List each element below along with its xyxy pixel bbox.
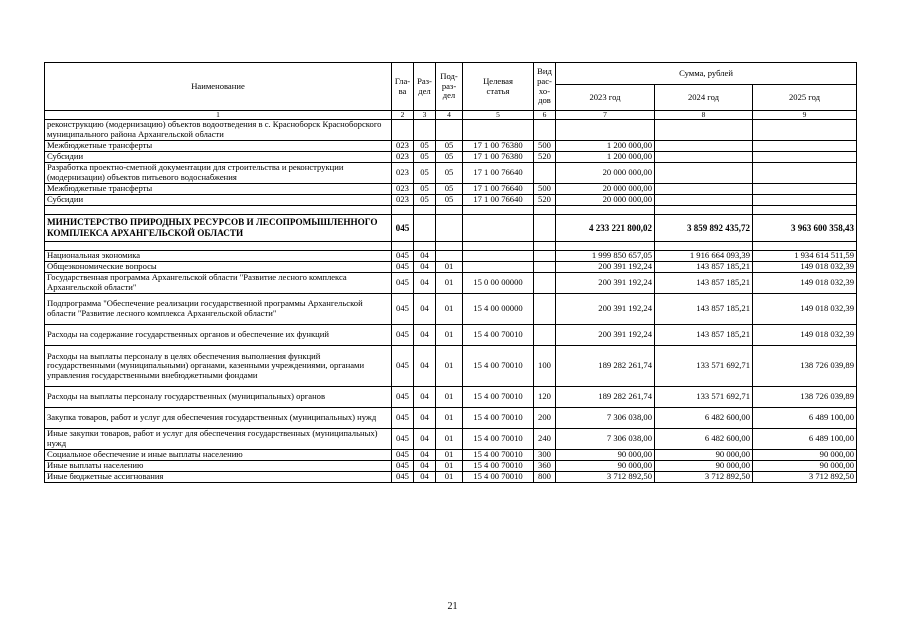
table-row [45,461,857,472]
row-sum-2023: 20 000 000,00 [556,195,655,206]
row-subsection: 01 [436,273,463,294]
row-name: реконструкцию (модернизацию) объектов водоотведения в с. Красноборск Красноборского муниципального района Архангельской области [45,120,392,141]
row-expense-type: 520 [534,152,556,163]
row-chapter: 045 [392,346,414,387]
row-target: 15 4 00 70010 [463,387,534,408]
row-chapter: 023 [392,141,414,152]
row-section: 04 [414,325,436,346]
row-expense-type [534,262,556,273]
col-header-2023: 2023 год [556,85,655,111]
row-section: 05 [414,141,436,152]
row-subsection: 05 [436,141,463,152]
row-target: 17 1 00 76380 [463,141,534,152]
row-chapter: 045 [392,251,414,262]
row-target [463,120,534,141]
col-header-sum: Сумма, рублей [556,63,857,85]
row-section: 04 [414,294,436,325]
col-header-section: Раз- дел [414,63,436,111]
row-sum-2025 [753,163,857,184]
row-sum-2023 [556,120,655,141]
table-row [45,325,857,346]
row-target: 17 1 00 76640 [463,184,534,195]
row-expense-type: 360 [534,461,556,472]
row-sum-2023: 7 306 038,00 [556,408,655,429]
row-expense-type: 500 [534,184,556,195]
table-row [45,387,857,408]
row-chapter: 045 [392,472,414,483]
row-sum-2023: 1 200 000,00 [556,152,655,163]
row-section: 04 [414,273,436,294]
row-expense-type [534,325,556,346]
table-row [45,251,857,262]
table-row [45,273,857,294]
row-sum-2025 [753,195,857,206]
ministry-sum-2024: 3 859 892 435,72 [655,215,753,242]
row-expense-type [534,294,556,325]
row-sum-2023: 200 391 192,24 [556,294,655,325]
row-chapter: 045 [392,325,414,346]
col-header-expense-type: Вид рас- хо- дов [534,63,556,111]
table-row [45,152,857,163]
column-number: 7 [556,111,655,120]
row-sum-2024: 143 857 185,21 [655,273,753,294]
row-sum-2023: 1 999 850 657,05 [556,251,655,262]
table-row [45,346,857,387]
row-subsection: 05 [436,163,463,184]
column-number: 4 [436,111,463,120]
row-name: Иные закупки товаров, работ и услуг для обеспечения государственных (муниципальных) нужд [45,429,392,450]
row-chapter: 045 [392,408,414,429]
row-target [463,262,534,273]
column-number: 3 [414,111,436,120]
row-expense-type [534,273,556,294]
row-name: Разработка проектно-сметной документации для строительства и реконструкции (модернизации) объектов питьевого водоснабжения [45,163,392,184]
row-sum-2023: 1 200 000,00 [556,141,655,152]
row-sum-2023: 189 282 261,74 [556,346,655,387]
row-chapter: 023 [392,184,414,195]
row-target: 15 4 00 70010 [463,325,534,346]
row-section: 04 [414,262,436,273]
row-sum-2025: 149 018 032,39 [753,273,857,294]
row-sum-2025 [753,184,857,195]
row-section: 04 [414,429,436,450]
row-target: 15 4 00 70010 [463,346,534,387]
ministry-sum-2023: 4 233 221 800,02 [556,215,655,242]
row-name: Межбюджетные трансферты [45,184,392,195]
row-chapter: 045 [392,262,414,273]
row-sum-2024: 6 482 600,00 [655,408,753,429]
row-subsection: 05 [436,152,463,163]
row-subsection [436,120,463,141]
row-subsection: 01 [436,429,463,450]
row-chapter: 045 [392,461,414,472]
row-sum-2025: 149 018 032,39 [753,325,857,346]
row-name: Субсидии [45,195,392,206]
table-row [45,450,857,461]
row-chapter: 045 [392,273,414,294]
row-sum-2025: 6 489 100,00 [753,408,857,429]
column-number: 9 [753,111,857,120]
row-expense-type: 200 [534,408,556,429]
row-expense-type: 500 [534,141,556,152]
row-chapter: 023 [392,163,414,184]
row-target: 15 0 00 00000 [463,273,534,294]
row-sum-2023: 90 000,00 [556,461,655,472]
row-sum-2024: 133 571 692,71 [655,346,753,387]
row-section: 05 [414,184,436,195]
row-sum-2024: 143 857 185,21 [655,294,753,325]
row-sum-2024: 1 916 664 093,39 [655,251,753,262]
page-number: 21 [447,601,458,612]
row-target: 17 1 00 76640 [463,195,534,206]
table-row [45,163,857,184]
row-name: Расходы на содержание государственных органов и обеспечение их функций [45,325,392,346]
row-name: Субсидии [45,152,392,163]
ministry-row [45,215,857,242]
row-sum-2023: 200 391 192,24 [556,262,655,273]
row-target: 15 4 00 70010 [463,472,534,483]
row-section: 04 [414,408,436,429]
row-sum-2023: 3 712 892,50 [556,472,655,483]
row-subsection: 01 [436,325,463,346]
row-sum-2023: 20 000 000,00 [556,184,655,195]
row-section: 05 [414,152,436,163]
row-sum-2024 [655,152,753,163]
row-target: 17 1 00 76640 [463,163,534,184]
col-header-2024: 2024 год [655,85,753,111]
row-section: 04 [414,346,436,387]
row-sum-2024 [655,141,753,152]
row-name: Иные бюджетные ассигнования [45,472,392,483]
row-sum-2025: 138 726 039,89 [753,346,857,387]
row-sum-2025: 6 489 100,00 [753,429,857,450]
row-target: 15 4 00 00000 [463,294,534,325]
budget-table [44,62,857,483]
row-subsection: 01 [436,387,463,408]
row-name: Национальная экономика [45,251,392,262]
row-section [414,120,436,141]
row-sum-2025: 90 000,00 [753,461,857,472]
table-row [45,294,857,325]
row-expense-type [534,251,556,262]
row-chapter: 045 [392,387,414,408]
row-subsection: 05 [436,195,463,206]
col-header-subsection: Под- раз- дел [436,63,463,111]
row-name: Закупка товаров, работ и услуг для обеспечения государственных (муниципальных) нужд [45,408,392,429]
row-sum-2023: 200 391 192,24 [556,273,655,294]
row-section: 04 [414,251,436,262]
row-section: 05 [414,195,436,206]
col-header-2025: 2025 год [753,85,857,111]
row-chapter: 045 [392,294,414,325]
row-sum-2024: 143 857 185,21 [655,262,753,273]
row-subsection: 01 [436,294,463,325]
row-sum-2023: 90 000,00 [556,450,655,461]
row-sum-2023: 189 282 261,74 [556,387,655,408]
row-expense-type: 520 [534,195,556,206]
table-row [45,195,857,206]
row-expense-type: 240 [534,429,556,450]
row-section: 04 [414,387,436,408]
row-sum-2024 [655,184,753,195]
row-expense-type: 800 [534,472,556,483]
spacer-row [45,206,857,215]
row-chapter: 045 [392,450,414,461]
column-number: 8 [655,111,753,120]
row-sum-2024 [655,120,753,141]
col-header-chapter: Гла- ва [392,63,414,111]
row-sum-2023: 200 391 192,24 [556,325,655,346]
row-sum-2024: 143 857 185,21 [655,325,753,346]
table-row [45,184,857,195]
ministry-name: МИНИСТЕРСТВО ПРИРОДНЫХ РЕСУРСОВ И ЛЕСОПРОМЫШЛЕННОГО КОМПЛЕКСА АРХАНГЕЛЬСКОЙ ОБЛАСТИ [45,215,392,242]
row-sum-2024 [655,195,753,206]
ministry-sum-2025: 3 963 600 358,43 [753,215,857,242]
table-row [45,120,857,141]
table-row [45,141,857,152]
table-row [45,262,857,273]
row-name: Подпрограмма "Обеспечение реализации государственной программы Архангельской области "Развитие лесного комплекса Архангельской области" [45,294,392,325]
row-sum-2024: 90 000,00 [655,450,753,461]
column-number-row [45,111,857,120]
row-target: 17 1 00 76380 [463,152,534,163]
row-sum-2025: 149 018 032,39 [753,262,857,273]
row-target: 15 4 00 70010 [463,450,534,461]
row-sum-2025: 90 000,00 [753,450,857,461]
row-target: 15 4 00 70010 [463,429,534,450]
row-target: 15 4 00 70010 [463,408,534,429]
row-expense-type: 120 [534,387,556,408]
row-name: Социальное обеспечение и иные выплаты населению [45,450,392,461]
spacer-row [45,242,857,251]
row-expense-type [534,120,556,141]
row-sum-2024: 133 571 692,71 [655,387,753,408]
table-row [45,408,857,429]
row-subsection: 01 [436,408,463,429]
row-sum-2025 [753,152,857,163]
row-sum-2025: 149 018 032,39 [753,294,857,325]
row-section: 04 [414,472,436,483]
row-sum-2025: 1 934 614 511,59 [753,251,857,262]
table-row [45,429,857,450]
row-subsection: 01 [436,461,463,472]
ministry-chapter: 045 [392,215,414,242]
row-section: 04 [414,461,436,472]
row-sum-2024: 6 482 600,00 [655,429,753,450]
row-subsection: 05 [436,184,463,195]
row-section: 04 [414,450,436,461]
row-name: Расходы на выплаты персоналу в целях обеспечения выполнения функций государственными (муниципальными) органами, казенными учреждениями, органами управления государственными внебюджетными фондами [45,346,392,387]
row-chapter: 023 [392,195,414,206]
row-sum-2025: 3 712 892,50 [753,472,857,483]
row-subsection: 01 [436,262,463,273]
row-target [463,251,534,262]
col-header-target: Целевая статья [463,63,534,111]
row-subsection: 01 [436,450,463,461]
table-row [45,472,857,483]
row-chapter: 045 [392,429,414,450]
row-sum-2025 [753,120,857,141]
row-name: Общеэкономические вопросы [45,262,392,273]
row-sum-2023: 7 306 038,00 [556,429,655,450]
table-body [45,111,857,483]
row-chapter: 023 [392,152,414,163]
row-name: Государственная программа Архангельской области "Развитие лесного комплекса Архангельской области" [45,273,392,294]
row-subsection: 01 [436,346,463,387]
row-section: 05 [414,163,436,184]
row-sum-2025: 138 726 039,89 [753,387,857,408]
row-subsection [436,251,463,262]
col-header-name: Наименование [45,63,392,111]
row-subsection: 01 [436,472,463,483]
row-sum-2024 [655,163,753,184]
row-expense-type: 100 [534,346,556,387]
row-sum-2023: 20 000 000,00 [556,163,655,184]
row-name: Расходы на выплаты персоналу государственных (муниципальных) органов [45,387,392,408]
row-expense-type [534,163,556,184]
row-target: 15 4 00 70010 [463,461,534,472]
column-number: 6 [534,111,556,120]
row-sum-2024: 3 712 892,50 [655,472,753,483]
row-name: Межбюджетные трансферты [45,141,392,152]
row-expense-type: 300 [534,450,556,461]
row-name: Иные выплаты населению [45,461,392,472]
row-sum-2024: 90 000,00 [655,461,753,472]
column-number: 1 [45,111,392,120]
row-sum-2025 [753,141,857,152]
column-number: 5 [463,111,534,120]
column-number: 2 [392,111,414,120]
row-chapter [392,120,414,141]
